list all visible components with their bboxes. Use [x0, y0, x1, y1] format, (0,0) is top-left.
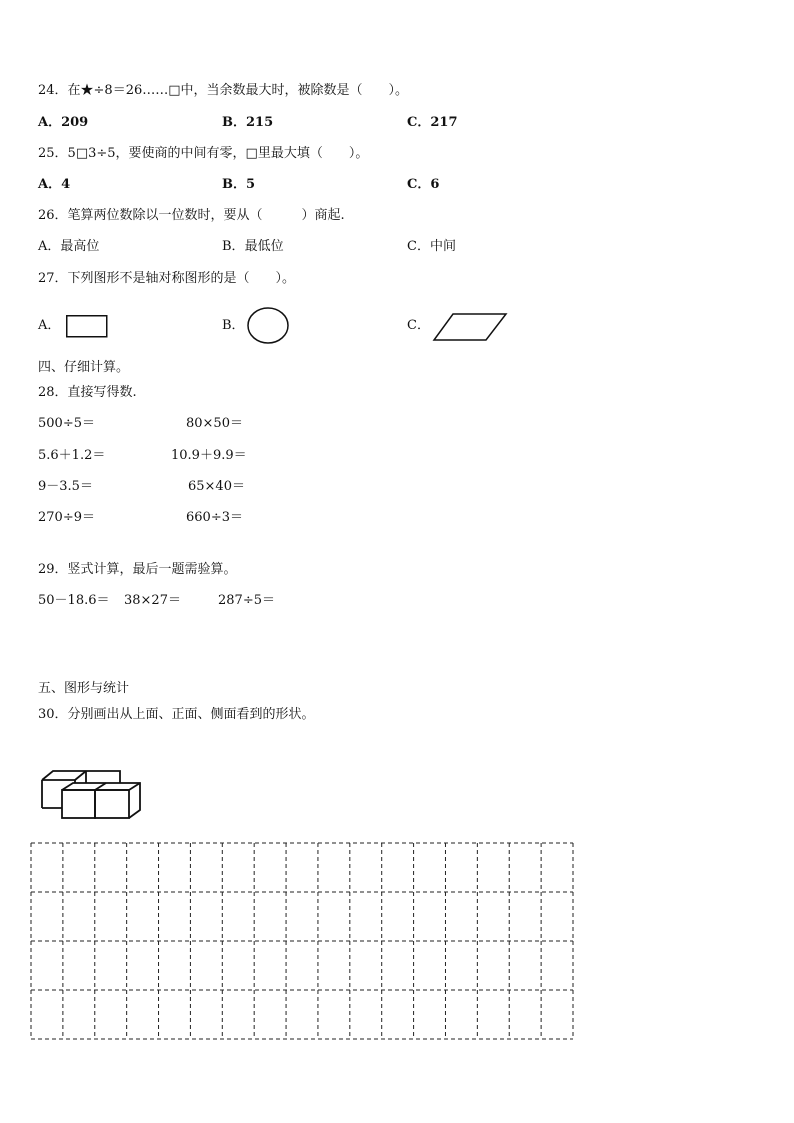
q25-option-b[interactable]: B．5	[222, 177, 256, 192]
q28-question: 28．直接写得数.	[38, 385, 137, 400]
q26-option-a[interactable]: A．最高位	[38, 239, 100, 254]
circle-shape-icon	[247, 307, 291, 345]
q24-option-a[interactable]: A．209	[38, 115, 89, 130]
q28-item-6: 65×40＝	[188, 479, 245, 494]
q27-option-a-label[interactable]: A．	[38, 318, 61, 333]
q28-item-5: 9－3.5＝	[38, 479, 93, 494]
section-four-title: 四、仔细计算。	[38, 360, 130, 375]
q27-question: 27．下列图形不是轴对称图形的是（ ）。	[38, 271, 296, 286]
q29-item-3: 287÷5＝	[218, 593, 275, 608]
q26-option-b[interactable]: B．最低位	[222, 239, 284, 254]
q26-question: 26．笔算两位数除以一位数时，要从（ ）商起.	[38, 208, 345, 223]
drawing-grid[interactable]	[30, 842, 574, 1040]
q28-item-7: 270÷9＝	[38, 510, 95, 525]
q24-option-c[interactable]: C．217	[407, 115, 458, 130]
parallelogram-shape-icon	[433, 313, 509, 343]
q25-option-a[interactable]: A．4	[38, 177, 71, 192]
q29-question: 29．竖式计算，最后一题需验算。	[38, 562, 237, 577]
q24-question: 24．在★÷8＝26……□中，当余数最大时，被除数是（ ）。	[38, 83, 409, 98]
q28-item-3: 5.6＋1.2＝	[38, 448, 106, 463]
cubes-figure	[40, 770, 144, 822]
q29-item-1: 50－18.6＝	[38, 593, 110, 608]
q25-question: 25．5□3÷5，要使商的中间有零，□里最大填（ ）。	[38, 146, 369, 161]
section-five-title: 五、图形与统计	[38, 681, 130, 696]
q28-item-8: 660÷3＝	[186, 510, 243, 525]
q29-item-2: 38×27＝	[124, 593, 181, 608]
q30-question: 30．分别画出从上面、正面、侧面看到的形状。	[38, 707, 315, 722]
q27-option-c-label[interactable]: C．	[407, 318, 430, 333]
q24-option-b[interactable]: B．215	[222, 115, 274, 130]
q25-option-c[interactable]: C．6	[407, 177, 440, 192]
q26-option-c[interactable]: C．中间	[407, 239, 456, 254]
q28-item-2: 80×50＝	[186, 416, 243, 431]
q27-option-b-label[interactable]: B．	[222, 318, 245, 333]
q28-item-1: 500÷5＝	[38, 416, 95, 431]
q28-item-4: 10.9＋9.9＝	[171, 448, 247, 463]
rectangle-shape-icon	[66, 315, 108, 339]
